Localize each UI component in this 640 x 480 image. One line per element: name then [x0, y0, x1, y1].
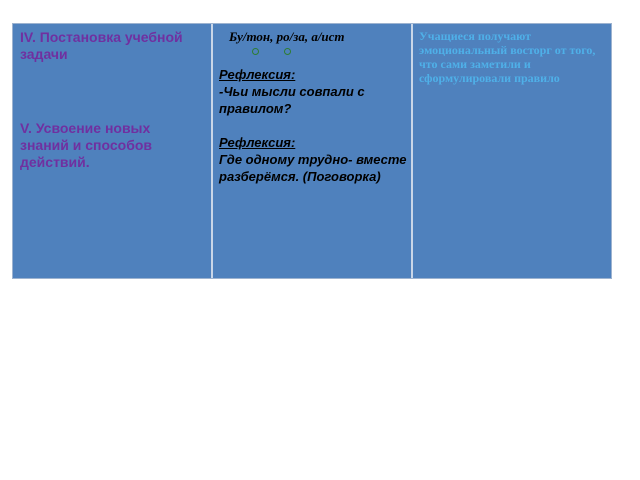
syllable-words: Бу/тон, ро/за, а/ист	[229, 29, 345, 44]
reflection-block-2	[219, 134, 409, 185]
stage-iv-title: IV. Постановка учебной задачи	[20, 29, 183, 62]
reflection-question: -Чьи мысли совпали с правилом?	[219, 84, 365, 116]
stage-column	[13, 24, 213, 278]
student-activity-column	[413, 24, 611, 278]
reflection-block-1	[219, 66, 409, 117]
student-activity-text: Учащиеся получают эмоциональный восторг от того, что сами заметили и сформулировали правило	[419, 29, 596, 85]
reflection-proverb: Где одному трудно- вместе разберёмся. (Поговорка)	[219, 152, 407, 184]
reflection-heading: Рефлексия:	[219, 67, 296, 82]
teacher-activity-column	[213, 24, 413, 278]
stress-dot-icon	[252, 48, 259, 55]
reflection-heading: Рефлексия:	[219, 135, 296, 150]
lesson-table	[12, 23, 612, 279]
stage-v-title: V. Усвоение новых знаний и способов действий.	[20, 120, 153, 170]
stress-dot-icon	[284, 48, 291, 55]
